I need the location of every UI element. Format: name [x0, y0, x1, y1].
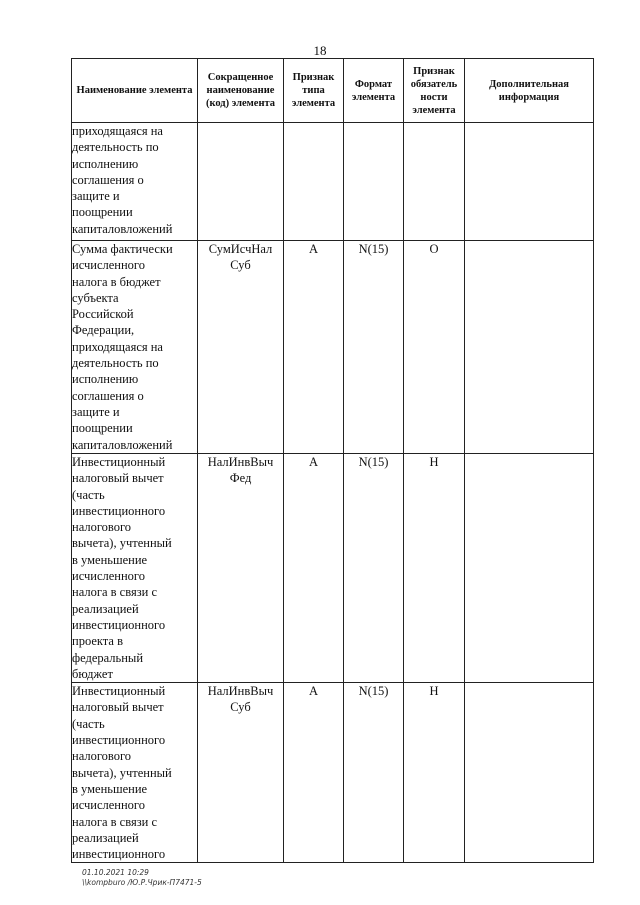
cell-type: А — [284, 683, 344, 863]
name_lines-line: соглашения о — [72, 388, 144, 403]
footer-timestamp: 01.10.2021 10:29 — [82, 868, 149, 877]
name_lines-line: Инвестиционный — [72, 684, 166, 699]
name_lines-line: реализацией — [72, 830, 139, 845]
code_lines-line: СумИсчНал — [208, 242, 273, 256]
name_lines-line: проекта в — [72, 634, 123, 649]
name_lines-line: Сумма фактически — [72, 242, 173, 256]
cell-info — [465, 683, 594, 863]
name_lines-line: (часть — [72, 716, 105, 731]
name_lines-line: Российской — [72, 307, 134, 322]
cell-code — [198, 123, 284, 241]
name_lines-line: исчисленного — [72, 798, 145, 813]
header-name: Наименование элемента — [72, 59, 198, 123]
cell-required: О — [404, 241, 465, 454]
name_lines-line: налоговый вычет — [72, 471, 164, 486]
name_lines-line: реализацией — [72, 601, 139, 616]
name_lines-line: соглашения о — [72, 172, 144, 187]
name_lines-line: субъекта — [72, 290, 119, 305]
name_lines-line: инвестиционного — [72, 503, 166, 518]
name_lines-line: капиталовложений — [72, 221, 173, 236]
page-number: 18 — [313, 43, 327, 58]
cell-type: А — [284, 241, 344, 454]
name_lines-line: исчисленного — [72, 258, 145, 273]
code_lines-line: НалИнвВыч — [207, 684, 274, 699]
name_lines-line: вычета), учтенный — [72, 536, 172, 551]
name_lines-line: бюджет — [72, 666, 113, 681]
name_lines-line: исполнению — [72, 156, 139, 171]
cell-type: А — [284, 454, 344, 683]
cell-info — [465, 241, 594, 454]
name_lines-line: исполнению — [72, 372, 139, 387]
code_lines-line: Суб — [230, 258, 251, 273]
cell-code — [198, 683, 284, 863]
name_lines-line: поощрении — [72, 421, 133, 436]
table-row — [72, 454, 594, 683]
name_lines-line: инвестиционного — [72, 733, 166, 748]
cell-format: N(15) — [344, 683, 404, 863]
name_lines-line: (часть — [72, 487, 105, 502]
name_lines-line: в уменьшение — [72, 781, 148, 796]
cell-name — [72, 241, 198, 454]
code_lines-line: Фед — [229, 471, 252, 486]
cell-info — [465, 123, 594, 241]
cell-required: Н — [404, 683, 465, 863]
name_lines-line: налога в бюджет — [72, 274, 161, 289]
cell-required: Н — [404, 454, 465, 683]
cell-name — [72, 454, 198, 683]
table-row — [72, 123, 594, 241]
name_lines-line: налога в связи с — [72, 814, 157, 829]
cell-info — [465, 454, 594, 683]
code_lines-line: Суб — [230, 700, 251, 715]
name_lines-line: деятельность по — [72, 356, 159, 371]
name_lines-line: поощрении — [72, 205, 133, 220]
name_lines-line: капиталовложений — [72, 437, 173, 452]
cell-format — [344, 123, 404, 241]
cell-name — [72, 123, 198, 241]
name_lines-line: защите и — [72, 404, 120, 419]
cell-code — [198, 454, 284, 683]
name_lines-line: налоговый вычет — [72, 700, 164, 715]
table-row — [72, 683, 594, 863]
print-footer — [82, 868, 202, 888]
name_lines-line: в уменьшение — [72, 552, 148, 567]
header-code: Сокращенное наименование (код) элемента — [198, 59, 284, 123]
cell-type — [284, 123, 344, 241]
header-format: Формат элемента — [344, 59, 404, 123]
name_lines-line: инвестиционного — [72, 617, 166, 632]
name_lines-line: защите и — [72, 189, 120, 204]
header-info: Дополнительная информация — [465, 59, 594, 123]
name_lines-line: налогового — [72, 749, 132, 764]
header-required: Признак обязатель ности элемента — [404, 59, 465, 123]
cell-format: N(15) — [344, 241, 404, 454]
name_lines-line: Федерации, — [72, 323, 135, 338]
cell-name — [72, 683, 198, 863]
name_lines-line: инвестиционного — [72, 847, 166, 862]
cell-format: N(15) — [344, 454, 404, 683]
cell-code — [198, 241, 284, 454]
elements-table — [71, 58, 594, 863]
name_lines-line: вычета), учтенный — [72, 765, 172, 780]
name_lines-line: исчисленного — [72, 569, 145, 584]
name_lines-line: деятельность по — [72, 140, 159, 155]
name_lines-line: приходящаяся на — [72, 124, 163, 138]
footer-path: \\kompburo /Ю.Р.Чрик-П7471-5 — [82, 878, 202, 887]
code_lines-line: НалИнвВыч — [207, 455, 274, 469]
name_lines-line: федеральный — [72, 650, 144, 665]
name_lines-line: налога в связи с — [72, 585, 157, 600]
header-type: Признак типа элемента — [284, 59, 344, 123]
name_lines-line: налогового — [72, 520, 132, 535]
table-header-row — [72, 59, 594, 123]
table-row — [72, 241, 594, 454]
name_lines-line: Инвестиционный — [72, 455, 166, 469]
cell-required — [404, 123, 465, 241]
name_lines-line: приходящаяся на — [72, 339, 163, 354]
